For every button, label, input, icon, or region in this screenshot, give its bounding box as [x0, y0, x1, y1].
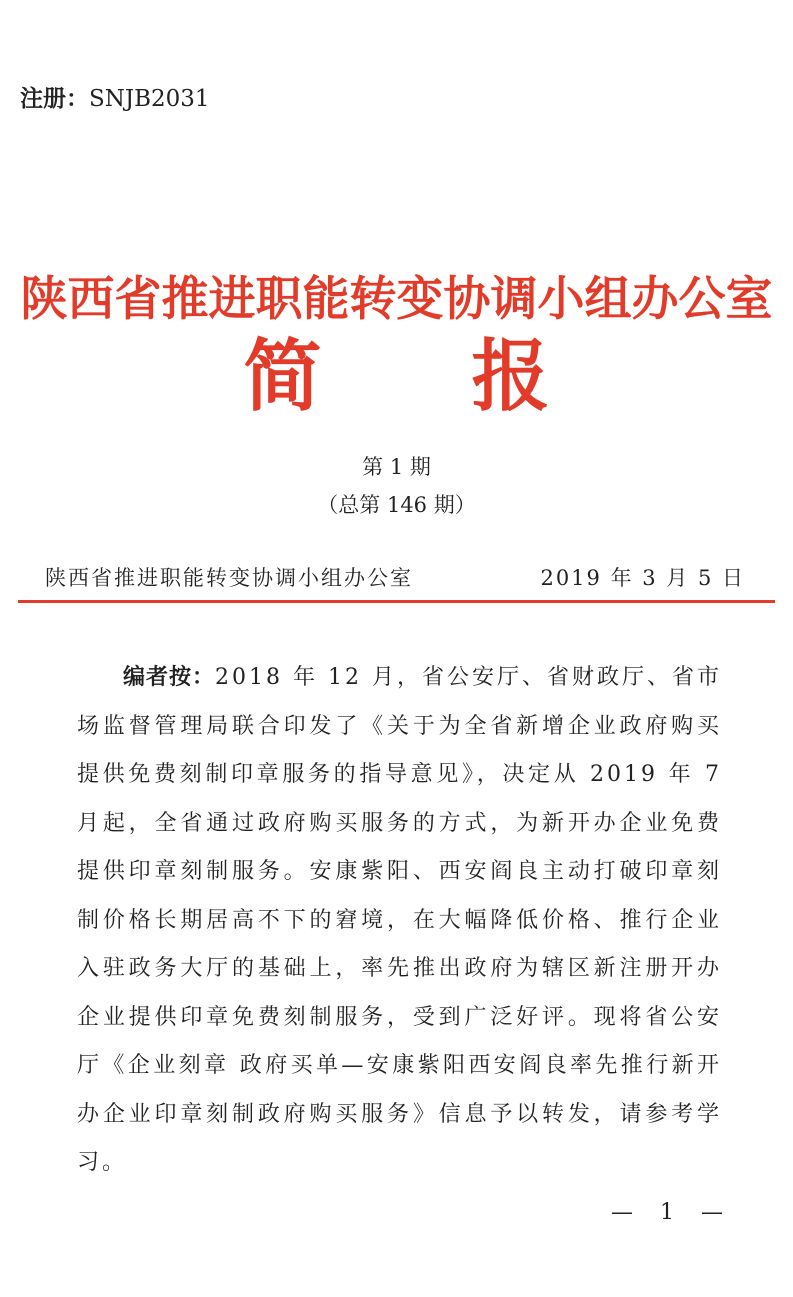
registration-code: SNJB2031 [89, 86, 210, 112]
issue-number: 第 1 期 [362, 455, 431, 479]
editor-note [77, 654, 722, 1188]
issuer-heading: 陕西省推进职能转变协调小组办公室 [20, 272, 773, 327]
editor-note-text: 2018 年 12 月，省公安厅、省财政厅、省市场监督管理局联合印发了《关于为全省新增企业政府购买提供免费刻制印章服务的指导意见》，决定从 2019 年 7 月起，全省通过政府购买服务的方式，为新开办企业免费提供印章刻制服务。安康紫阳、西安阎良主动打破印章刻制价格长期居高不下的窘境，在大幅降低价格、推行企业入驻政务大厅的基础上，率先推出政府为辖区新注册开办企业提供印章免费刻制服务，受到广泛好评。现将省公安厅《企业刻章 政府买单—安康紫阳西安阎良率先推行新开办企业印章刻制政府购买服务》信息予以转发，请参考学习。 [77, 665, 722, 1175]
issue-date: 2019 年 3 月 5 日 [540, 566, 745, 590]
registration-label: 注册： [20, 86, 89, 112]
title-char-2: 报 [471, 331, 550, 422]
document-title [0, 331, 793, 422]
page-number: — 1 — [611, 1200, 733, 1225]
title-char-1: 简 [243, 331, 322, 422]
red-divider [18, 600, 775, 603]
registration-line [20, 80, 210, 113]
editor-note-lead: 编者按： [123, 665, 216, 690]
sender-organization: 陕西省推进职能转变协调小组办公室 [45, 566, 413, 590]
total-issue-number: （总第 146 期） [317, 493, 476, 517]
